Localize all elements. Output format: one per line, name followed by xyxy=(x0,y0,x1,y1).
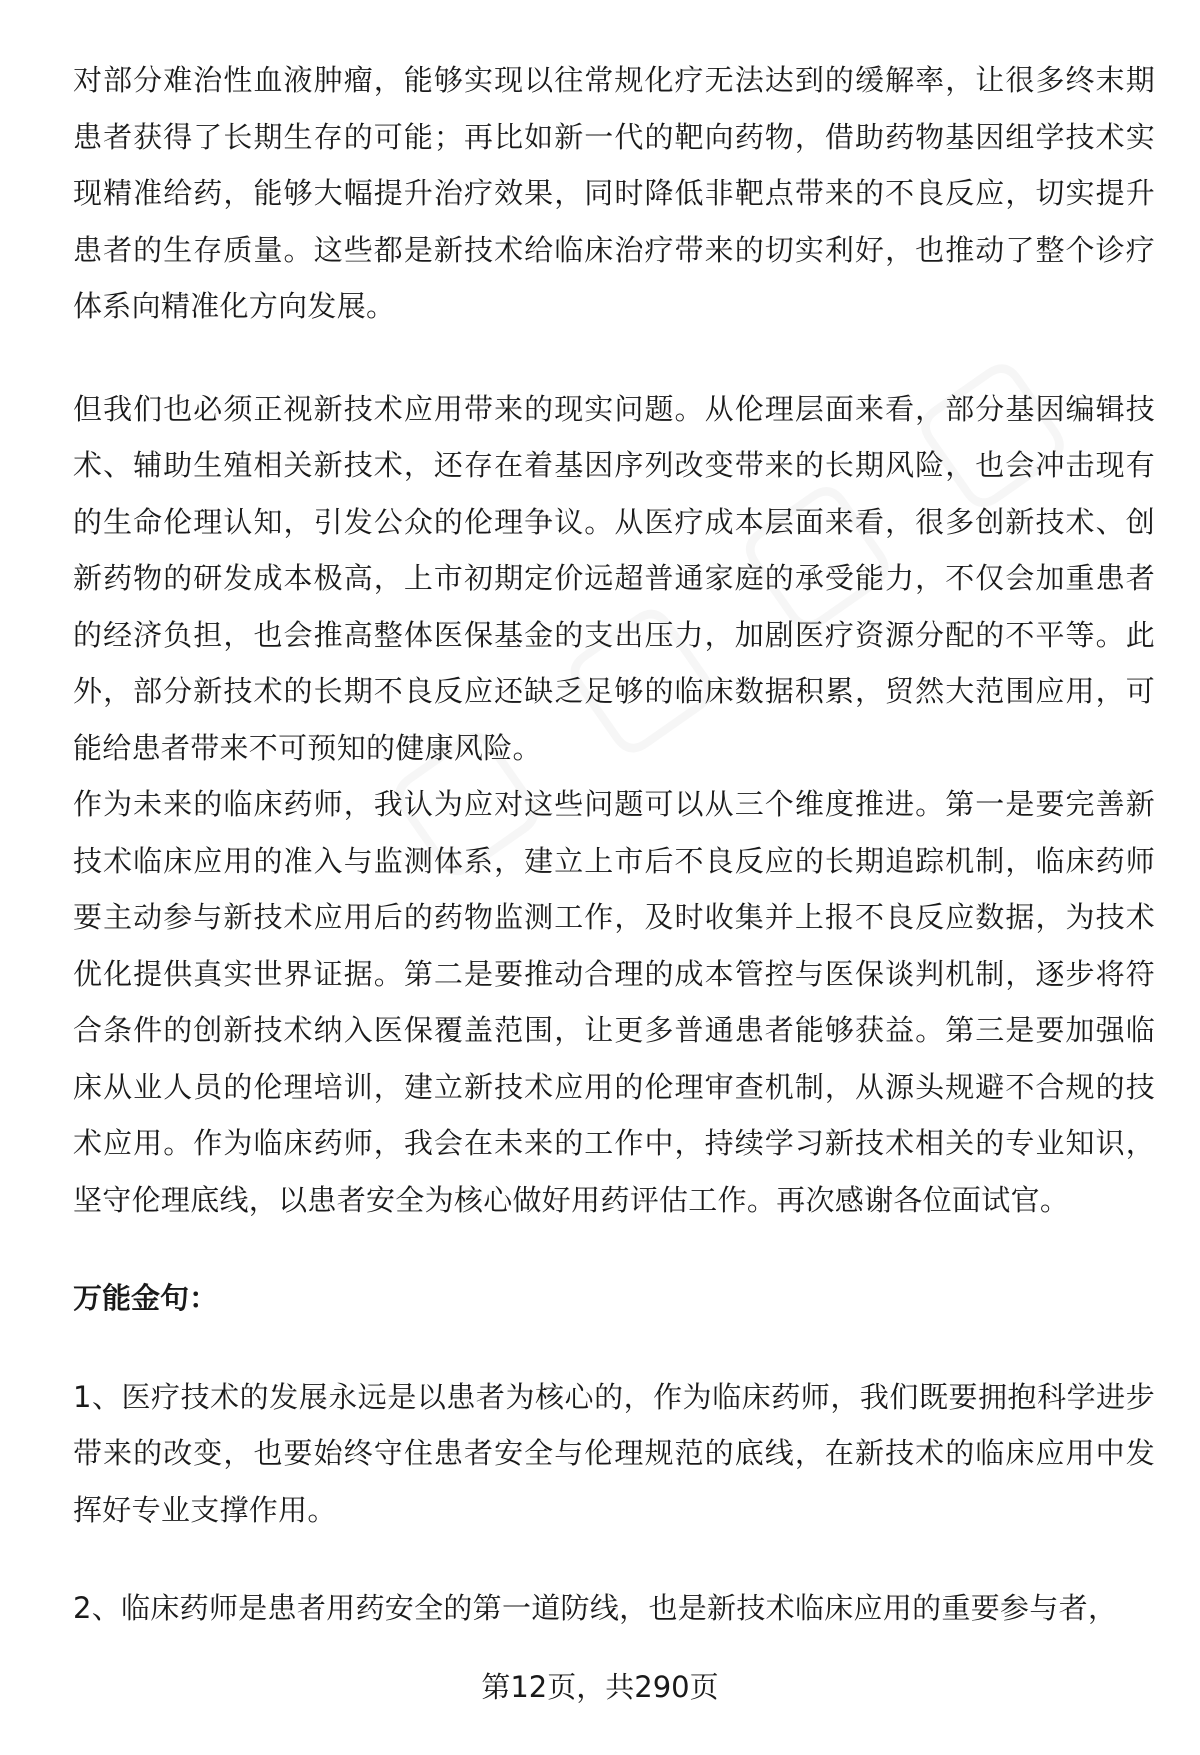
page-number: 第12页，共290页 xyxy=(481,1670,719,1704)
paragraph-spacer xyxy=(73,1538,1155,1580)
section-heading: 万能金句： xyxy=(73,1281,219,1315)
quote-item-2: 2、临床药师是患者用药安全的第一道防线，也是新技术临床应用的重要参与者， xyxy=(73,1591,1118,1625)
paragraph-spacer xyxy=(73,335,1155,381)
paragraph-solutions: 作为未来的临床药师，我认为应对这些问题可以从三个维度推进。第一是要完善新技术临床应用的准入与监测体系，建立上市后不良反应的长期追踪机制，临床药师要主动参与新技术应用后的药物监测工作，及时收集并上报不良反应数据，为技术优化提供真实世界证据。第二是要推动合理的成本管控与医保谈判机制，逐步将符合条件的创新技术纳入医保覆盖范围，让更多普通患者能够获益。第三是要加强临床从业人员的伦理培训，建立新技术应用的伦理审查机制，从源头规避不合规的技术应用。作为临床药师，我会在未来的工作中，持续学习新技术相关的专业知识，坚守伦理底线，以患者安全为核心做好用药评估工作。再次感谢各位面试官。 xyxy=(73,787,1155,1217)
quote-item-1: 1、医疗技术的发展永远是以患者为核心的，作为临床药师，我们既要拥抱科学进步带来的改变，也要始终守住患者安全与伦理规范的底线，在新技术的临床应用中发挥好专业支撑作用。 xyxy=(73,1379,1155,1527)
paragraph-spacer xyxy=(73,1327,1155,1369)
paragraph-clinical-benefits: 对部分难治性血液肿瘤，能够实现以往常规化疗无法达到的缓解率，让很多终末期患者获得了长期生存的可能；再比如新一代的靶向药物，借助药物基因组学技术实现精准给药，能够大幅提升治疗效果，同时降低非靶点带来的不良反应，切实提升患者的生存质量。这些都是新技术给临床治疗带来的切实利好，也推动了整个诊疗体系向精准化方向发展。 xyxy=(73,63,1155,323)
paragraph-spacer xyxy=(73,1228,1155,1270)
document-body xyxy=(73,52,1155,1637)
paragraph-real-problems: 但我们也必须正视新技术应用带来的现实问题。从伦理层面来看，部分基因编辑技术、辅助生殖相关新技术，还存在着基因序列改变带来的长期风险，也会冲击现有的生命伦理认知，引发公众的伦理争议。从医疗成本层面来看，很多创新技术、创新药物的研发成本极高，上市初期定价远超普通家庭的承受能力，不仅会加重患者的经济负担，也会推高整体医保基金的支出压力，加剧医疗资源分配的不平等。此外，部分新技术的长期不良反应还缺乏足够的临床数据积累，贸然大范围应用，可能给患者带来不可预知的健康风险。 xyxy=(73,391,1155,765)
